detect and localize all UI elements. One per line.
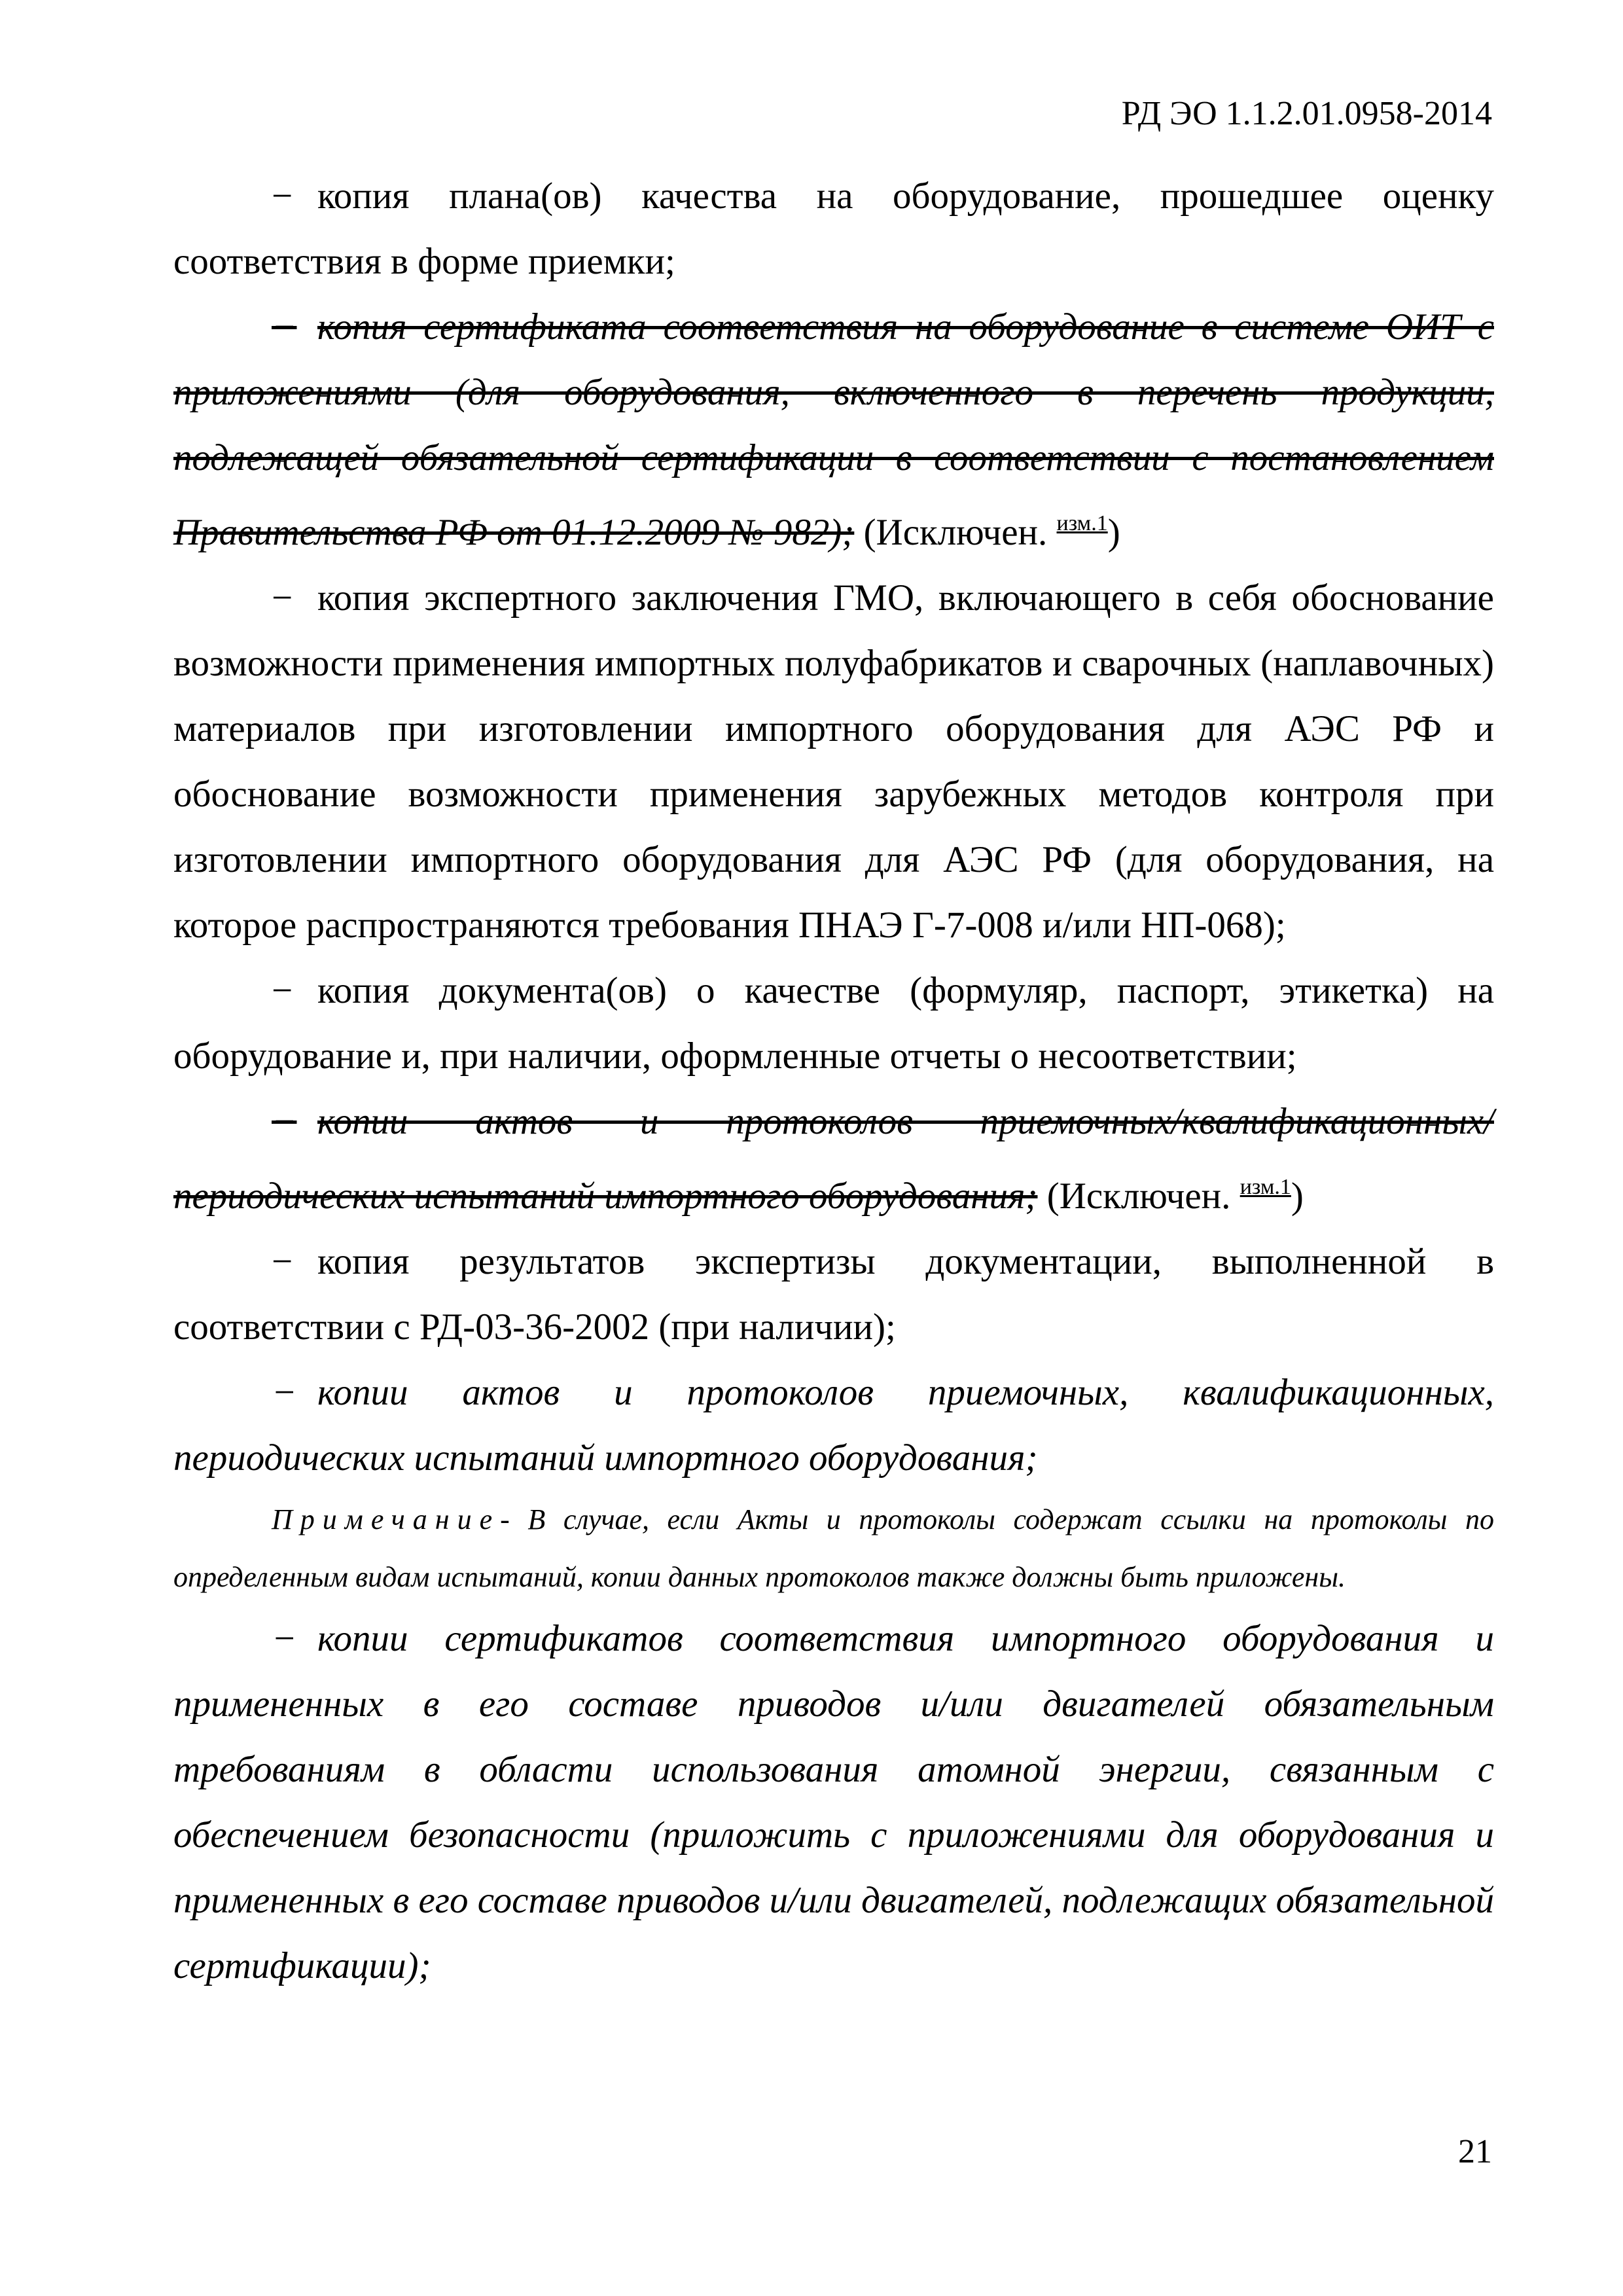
list-dash: − [272, 1618, 297, 1659]
paragraph-text: копии актов и протоколов приемочных, квалификационных, периодических испытаний импортного оборудования; [173, 1372, 1494, 1479]
list-dash: − [272, 970, 293, 1011]
excluded-note: (Исключен. [863, 512, 1048, 553]
paragraph-expert-conclusion [173, 565, 1494, 958]
paragraph-text: копии сертификатов соответствия импортного оборудования и примененных в его составе приводов и/или двигателей обязательным требованиям в области использования атомной энергии, связанным с обеспечением безопасности (приложить с приложениями для оборудования и примененных в его составе приводов и/или двигателей, подлежащих обязательной сертификации); [173, 1618, 1494, 1986]
note-paragraph [173, 1491, 1494, 1606]
page-number: 21 [1458, 2133, 1492, 2170]
paragraph-quality-plan-copy [173, 164, 1494, 295]
change-mark: изм.1 [1240, 1175, 1291, 1199]
paragraph-test-acts [173, 1360, 1494, 1491]
struck-text: копия сертификата соответствия на оборудование в системе ОИТ с приложениями (для оборудования, включенного в перечень продукции, подлежащей обязательной сертификации в соответствии с постановлением Правительства РФ от 01.12.2009 № 982); [173, 306, 1494, 553]
paragraph-text: копия экспертного заключения ГМО, включающего в себя обоснование возможности применения импортных полуфабрикатов и сварочных (наплавочных) материалов при изготовлении импортного оборудования для АЭС РФ и обоснование возможности применения зарубежных методов контроля при изготовлении импортного оборудования для АЭС РФ (для оборудования, на которое распространяются требования ПНАЭ Г-7-008 и/или НП-068); [173, 577, 1494, 946]
list-dash: − [272, 175, 293, 217]
list-dash: − [272, 306, 297, 348]
struck-text: копии актов и протоколов приемочных/квалификационных/ периодических испытаний импортного оборудования; [173, 1101, 1494, 1217]
note-label: Примечание [272, 1503, 501, 1535]
change-mark: изм.1 [1056, 511, 1108, 535]
excluded-note: (Исключен. [1046, 1175, 1231, 1217]
list-dash: − [272, 1241, 293, 1282]
list-dash: − [272, 1372, 297, 1413]
list-dash: − [272, 577, 293, 619]
note-text: - В случае, если Акты и протоколы содержат ссылки на протоколы по определенным видам испытаний, копии данных протоколов также должны быть приложены. [173, 1503, 1494, 1593]
paragraph-excluded-test-acts [173, 1089, 1494, 1229]
document-code-header: РД ЭО 1.1.2.01.0958-2014 [1121, 95, 1492, 132]
closing-paren: ) [1107, 512, 1120, 553]
paragraph-text: копия результатов экспертизы документации, выполненной в соответствии с РД-03-36-2002 (при наличии); [173, 1241, 1494, 1348]
list-dash: − [272, 1101, 297, 1142]
paragraph-quality-document [173, 958, 1494, 1089]
paragraph-text: копия документа(ов) о качестве (формуляр, паспорт, этикетка) на оборудование и, при наличии, оформленные отчеты о несоответствии; [173, 970, 1494, 1077]
paragraph-text: копия плана(ов) качества на оборудование, прошедшее оценку соответствия в форме приемки; [173, 175, 1494, 282]
paragraph-conformity-certificates [173, 1606, 1494, 1999]
document-body [173, 164, 1494, 1999]
paragraph-expertise-results [173, 1229, 1494, 1360]
paragraph-excluded-certificate [173, 295, 1494, 565]
closing-paren: ) [1291, 1175, 1304, 1217]
